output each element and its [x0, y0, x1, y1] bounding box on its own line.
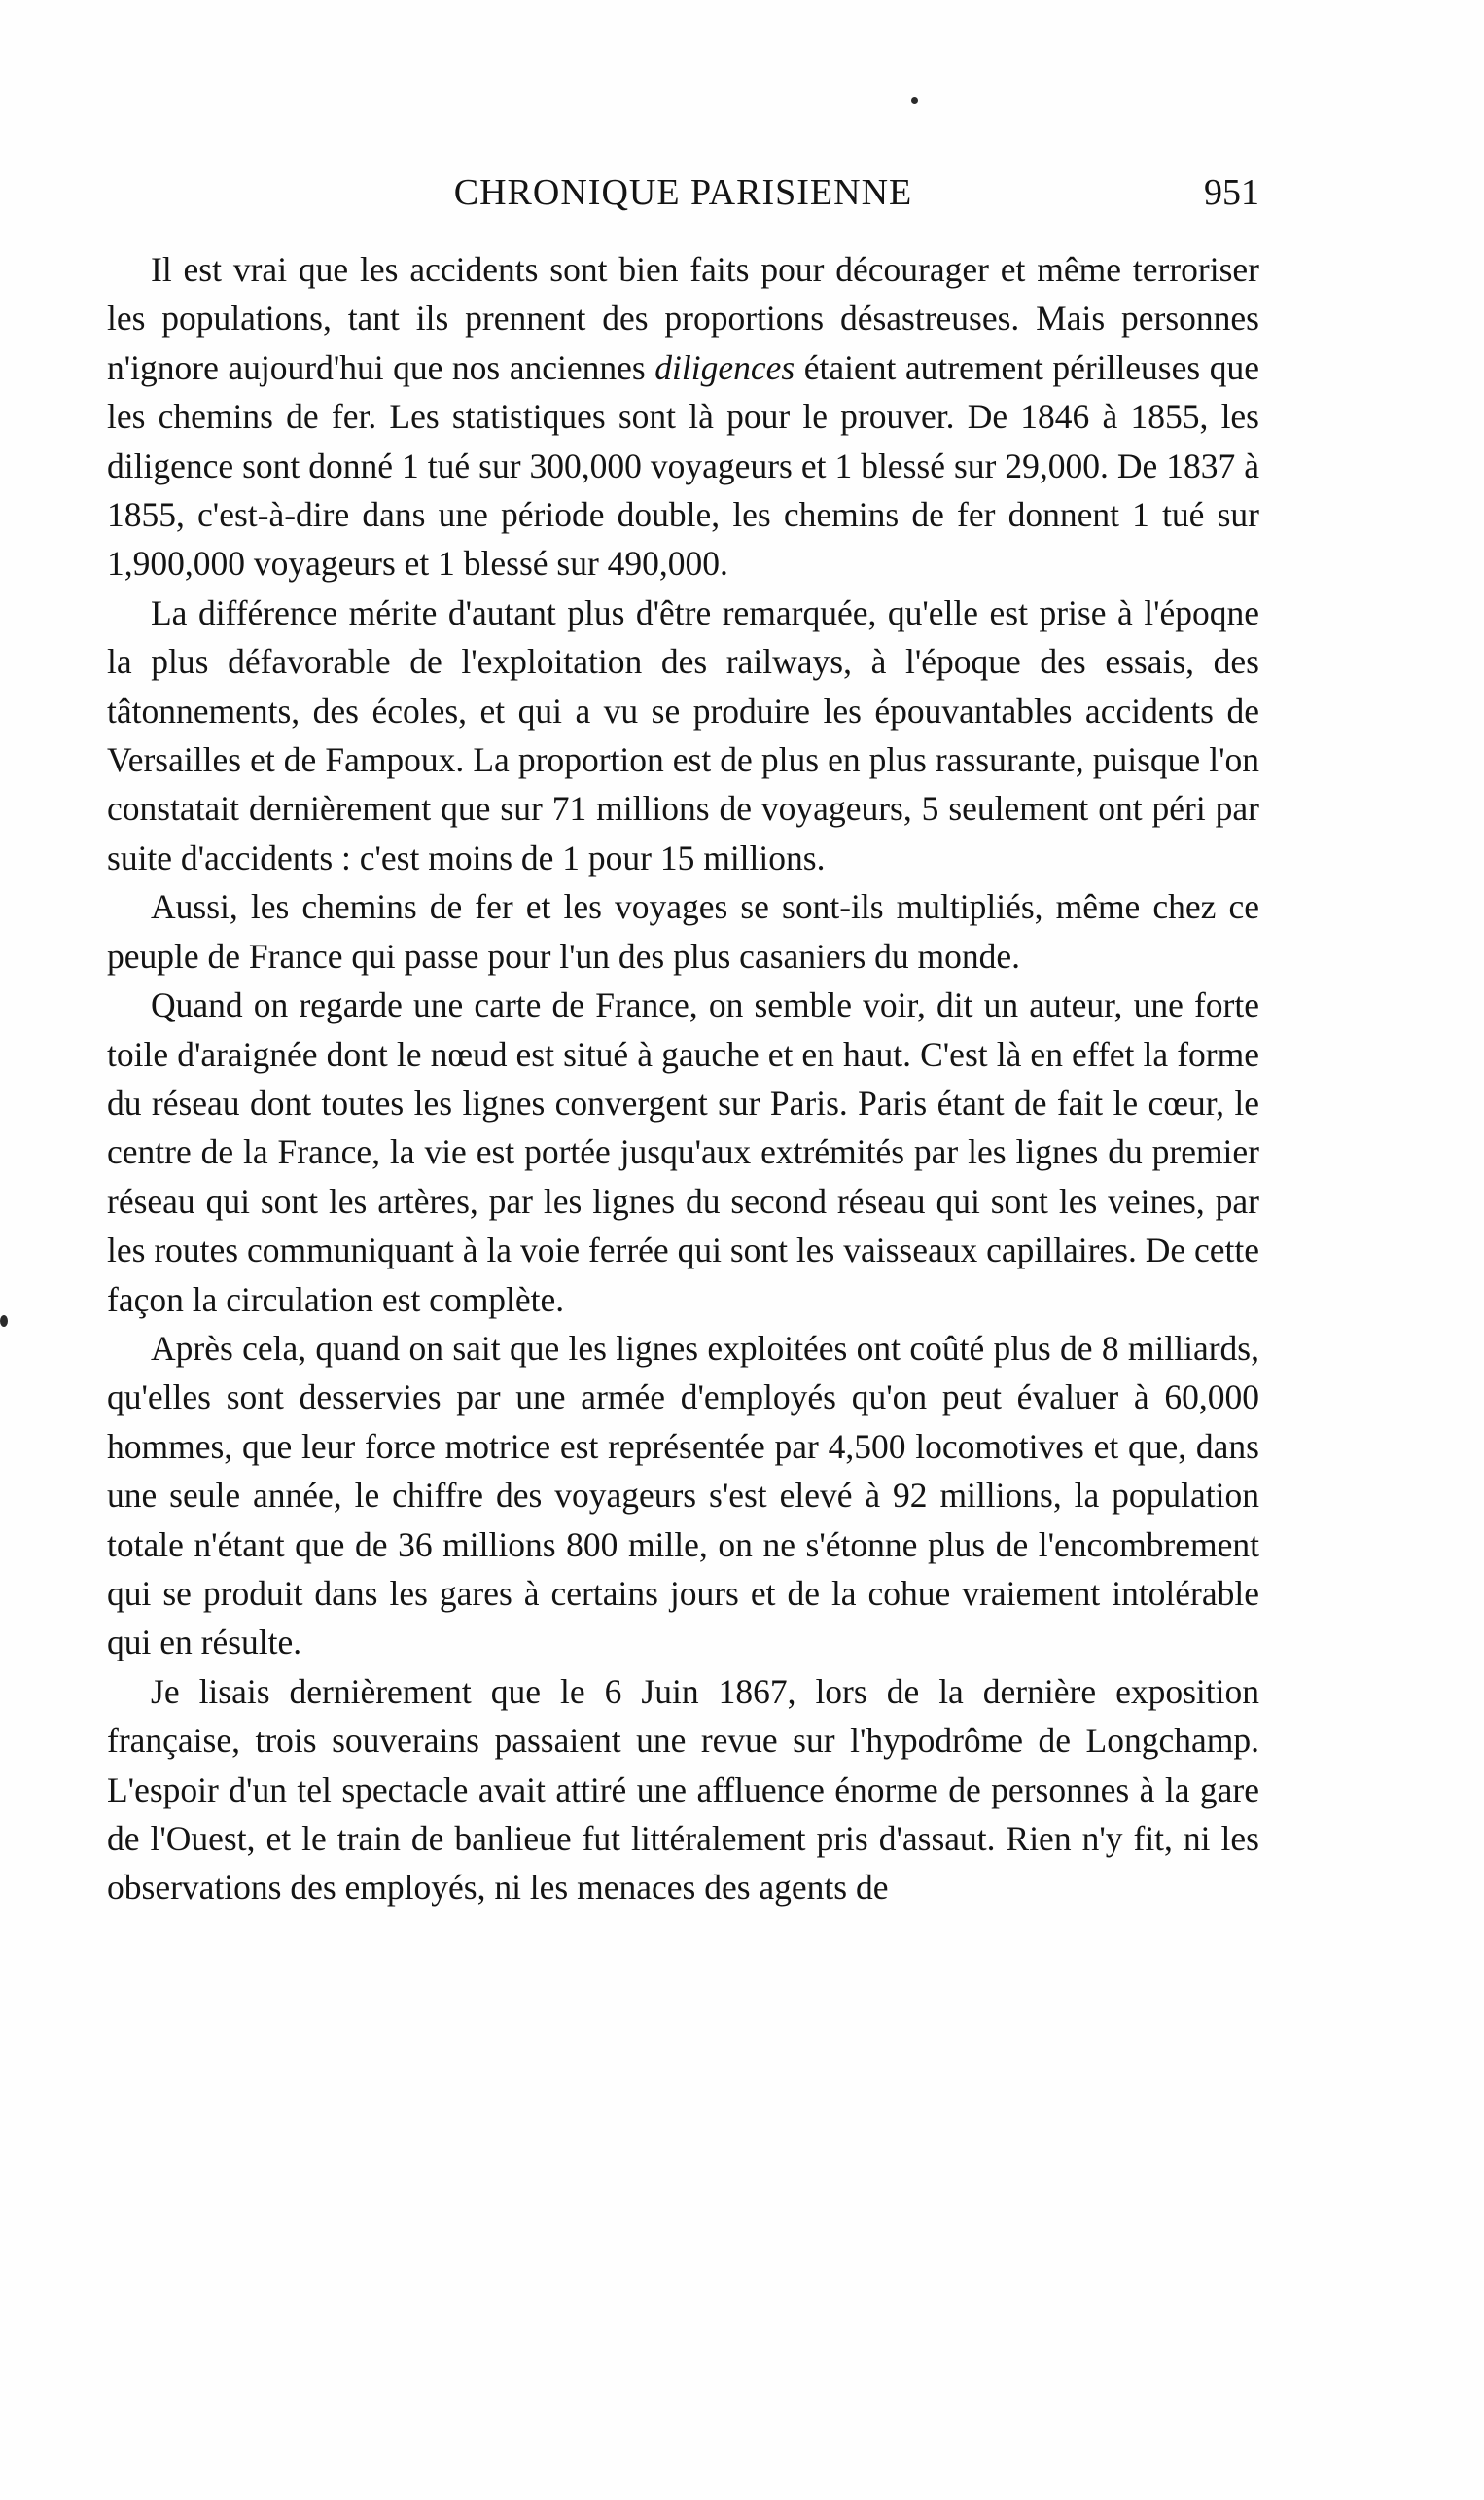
paragraph: Quand on regarde une carte de France, on semble voir, dit un auteur, une forte toile d'araignée dont le nœud est situé à gauche et en haut. C'est là en effet la forme du réseau dont toutes les lignes convergent sur Paris. Paris étant de fait le cœur, le centre de la France, la vie est portée jusqu'aux extrémités par les lignes du premier réseau qui sont les artères, par les lignes du second réseau qui sont les veines, par les routes communiquant à la voie ferrée qui sont les vaisseaux capillaires. De cette façon la circulation est complète. — [107, 985, 1259, 1319]
paragraph-text: étaient autrement périlleuses que les chemins de fer. Les statistiques sont là pour le prouver. De 1846 à 1855, les diligence sont donné 1 tué sur 300,000 voyageurs et 1 blessé sur 29,000. De 1837 à 1855, c'est-à-dire dans une période double, les chemins de fer donnent 1 tué sur 1,900,000 voyageurs et 1 blessé sur 490,000. — [107, 347, 1259, 584]
page-number: 951 — [1204, 172, 1259, 213]
paragraph: La différence mérite d'autant plus d'être remarquée, qu'elle est prise à l'époqne la plus défavorable de l'exploitation des railways, à l'époque des essais, des tâtonnements, des écoles, et qui a vu se produire les épouvantables accidents de Versailles et de Fampoux. La proportion est de plus en plus rassurante, puisque l'on constatait dernièrement que sur 71 millions de voyageurs, 5 seulement ont péri par suite d'accidents : c'est moins de 1 pour 15 millions. — [107, 592, 1259, 877]
scan-speck — [911, 97, 918, 104]
scan-speck — [0, 1315, 8, 1327]
running-title: CHRONIQUE PARISIENNE — [453, 172, 913, 213]
paragraph — [107, 245, 1259, 589]
italic-term: diligences — [654, 347, 795, 387]
paragraph: Après cela, quand on sait que les lignes exploitées ont coûté plus de 8 milliards, qu'elles sont desservies par une armée d'employés qu'on peut évaluer à 60,000 hommes, que leur force motrice est représentée par 4,500 locomotives et que, dans une seule année, le chiffre des voyageurs s'est elevé à 92 millions, la population totale n'étant que de 36 millions 800 mille, on ne s'étonne plus de l'encombrement qui se produit dans les gares à certains jours et de la cohue vraiement intolérable qui en résulte. — [107, 1328, 1259, 1662]
page-header — [107, 171, 1259, 230]
body-text — [107, 245, 1259, 1912]
paragraph: Aussi, les chemins de fer et les voyages se sont-ils multipliés, même chez ce peuple de France qui passe pour l'un des plus casaniers du monde. — [107, 887, 1259, 976]
paragraph-text: Il est vrai que les accidents sont bien faits pour décourager et même terroriser les populations, tant ils prennent des proportions désastreuses. Mais personnes n'ignore aujourd'hui que nos anciennes — [107, 250, 1259, 387]
paragraph: Je lisais dernièrement que le 6 Juin 1867, lors de la dernière exposition française, trois souverains passaient une revue sur l'hypodrôme de Longchamp. L'espoir d'un tel spectacle avait attiré une affluence énorme de personnes à la gare de l'Ouest, et le train de banlieue fut littéralement pris d'assaut. Rien n'y fit, ni les observations des employés, ni les menaces des agents de — [107, 1671, 1259, 1908]
